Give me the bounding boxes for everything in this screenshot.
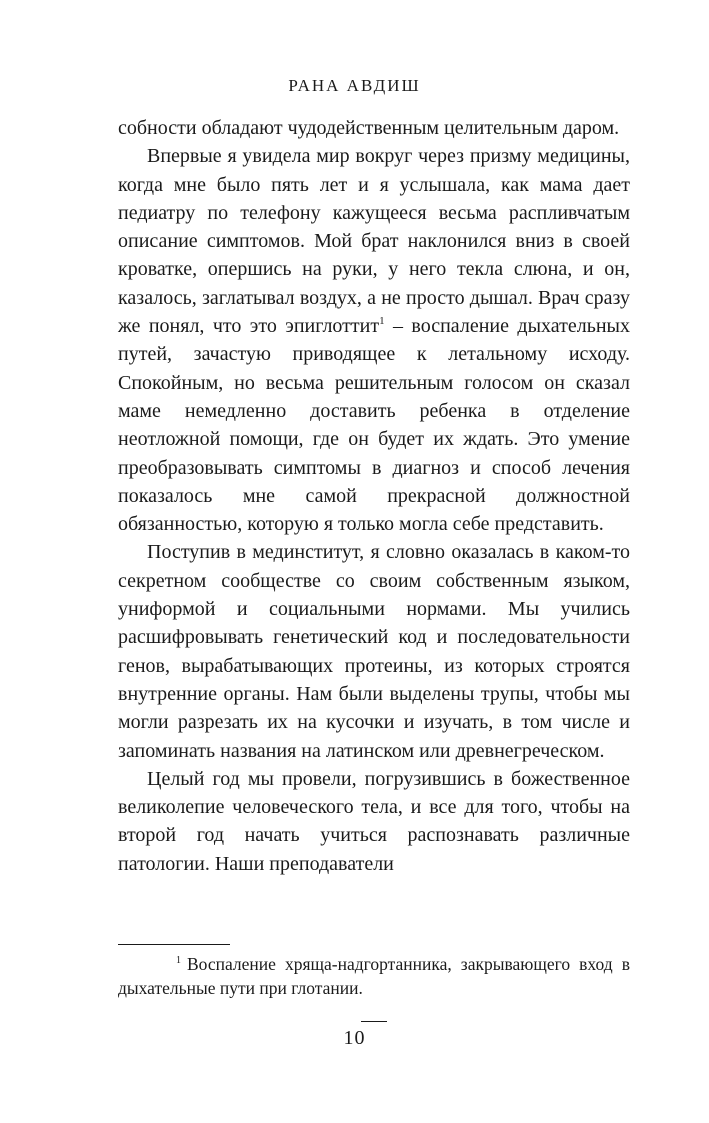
footnote-divider (118, 944, 230, 945)
paragraph-2-text: Впервые я увидела мир вокруг через призму медицины, когда мне было пять лет и я услышала, как мама дает педиатру по телефону кажущееся весьма распливчатым описание симптомов. Мой брат наклонился вниз в своей кроватке, опершись на руки, у него текла слюна, и он, казалось, заглатывал воздух, а не просто дышал. Врач сразу же понял, что это эпиглоттит (118, 145, 630, 338)
main-text (118, 114, 630, 878)
page-number-rule (361, 1021, 387, 1022)
paragraph-4: Целый год мы провели, погрузившись в божественное великолепие человеческого тела, и все для того, чтобы на второй год начать учиться распознавать различные патологии. Наши преподаватели (118, 767, 630, 875)
footnote-text: Воспаление хряща-надгортанника, закрывающего вход в дыхательные пути при глотании. (118, 954, 630, 998)
footnote-marker: 1 (176, 955, 181, 966)
running-head: РАНА АВДИШ (288, 76, 421, 95)
paragraph-2-text-continued: – воспаление дыхательных путей, зачастую приводящее к летальному исходу. Спокойным, но весьма решительным голосом он сказал маме немедленно доставить ребенка в отделение неотложной помощи, где он будет их ждать. Это умение преобразовывать симптомы в диагноз и способ лечения показалось мне самой прекрасной должностной обязанностью, которую я только могла себе представить. (118, 315, 630, 536)
footnote (118, 952, 630, 1000)
page-number: 10 (343, 1027, 366, 1049)
footnote-reference[interactable]: 1 (379, 315, 385, 328)
paragraph-1: собности обладают чудодейственным целительным даром. (118, 117, 620, 139)
paragraph-2 (118, 142, 630, 538)
paragraph-3: Поступив в мединститут, я словно оказалась в каком-то секретном сообществе со своим собственным языком, униформой и социальными нормами. Мы учились расшифровывать генетический код и последовательности генов, вырабатывающих протеины, из которых строятся внутренние органы. Нам были выделены трупы, чтобы мы могли разрезать их на кусочки и изучать, в том числе и запоминать названия на латинском или древнегреческом. (118, 541, 630, 762)
